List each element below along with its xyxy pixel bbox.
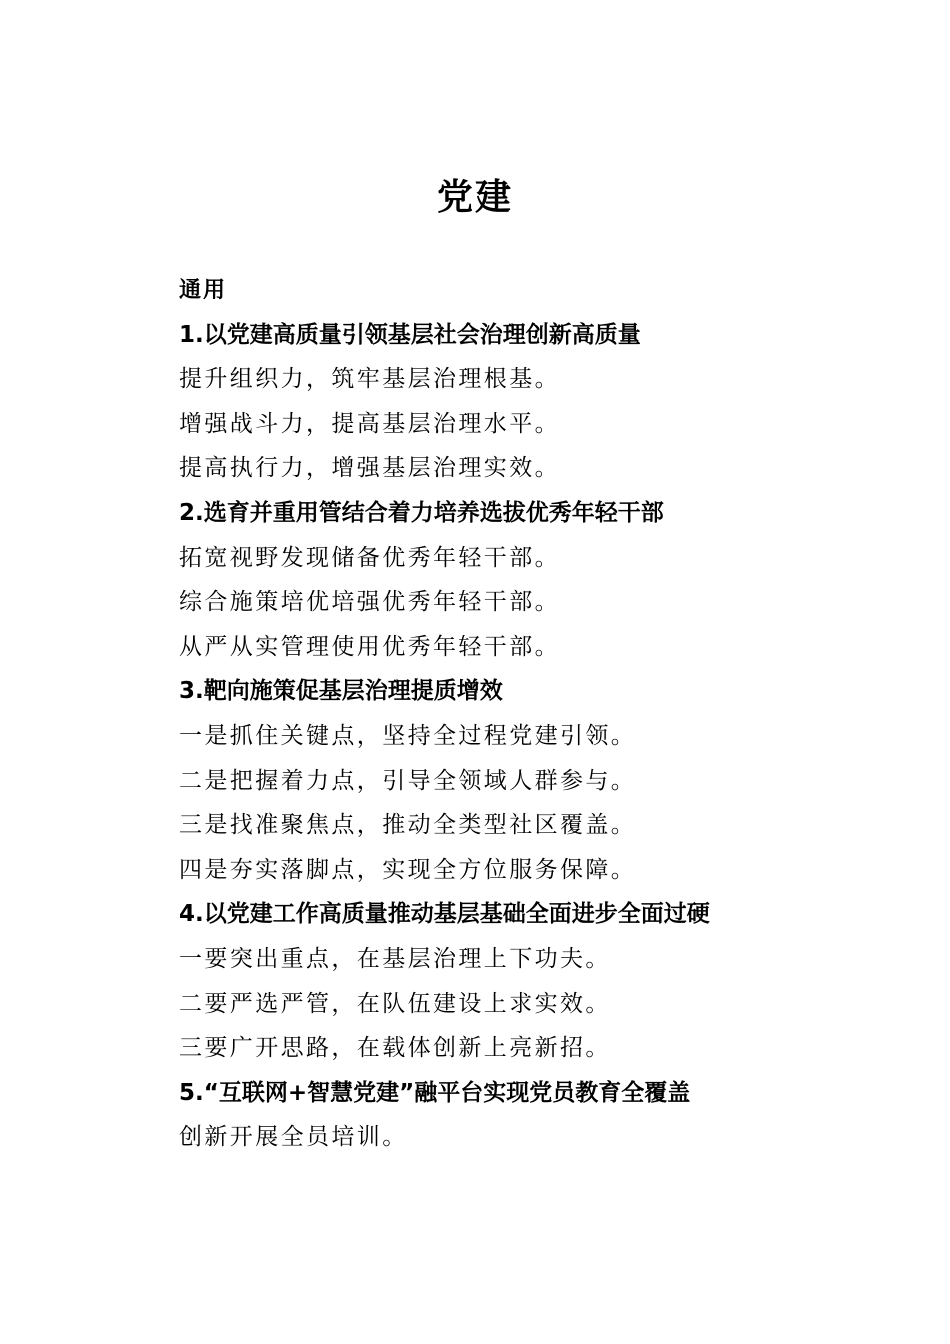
section-item: 从严从实管理使用优秀年轻干部。	[179, 633, 560, 660]
section-item: 提升组织力，筑牢基层治理根基。	[179, 366, 560, 393]
section-item: 提高执行力，增强基层治理实效。	[179, 455, 560, 482]
section-heading: 2.选育并重用管结合着力培养选拔优秀年轻干部	[179, 499, 664, 526]
section-3	[179, 669, 879, 892]
section-heading: 1.以党建高质量引领基层社会治理创新高质量	[179, 321, 641, 348]
section-item: 三是找准聚焦点，推动全类型社区覆盖。	[179, 812, 637, 839]
section-2	[179, 491, 879, 669]
section-item: 拓宽视野发现储备优秀年轻干部。	[179, 544, 560, 571]
section-item: 增强战斗力，提高基层治理水平。	[179, 410, 560, 437]
section-item: 三要广开思路，在载体创新上亮新招。	[179, 1035, 611, 1062]
section-4	[179, 892, 879, 1070]
section-heading: 4.以党建工作高质量推动基层基础全面进步全面过硬	[179, 901, 710, 928]
document-body	[179, 268, 879, 1160]
section-item: 四是夯实落脚点，实现全方位服务保障。	[179, 856, 637, 883]
section-item: 综合施策培优培强优秀年轻干部。	[179, 589, 560, 616]
section-5	[179, 1071, 879, 1160]
section-heading: 5.“互联网+智慧党建”融平台实现党员教育全覆盖	[179, 1079, 691, 1106]
section-heading: 3.靶向施策促基层治理提质增效	[179, 678, 503, 705]
category-label: 通用	[179, 277, 228, 303]
section-item: 二要严选严管，在队伍建设上求实效。	[179, 990, 611, 1017]
section-item: 二是把握着力点，引导全领域人群参与。	[179, 767, 637, 794]
section-item: 一是抓住关键点，坚持全过程党建引领。	[179, 722, 637, 749]
section-item: 创新开展全员培训。	[179, 1124, 408, 1151]
document-title: 党建	[436, 176, 513, 218]
section-1	[179, 313, 879, 491]
section-item: 一要突出重点，在基层治理上下功夫。	[179, 945, 611, 972]
